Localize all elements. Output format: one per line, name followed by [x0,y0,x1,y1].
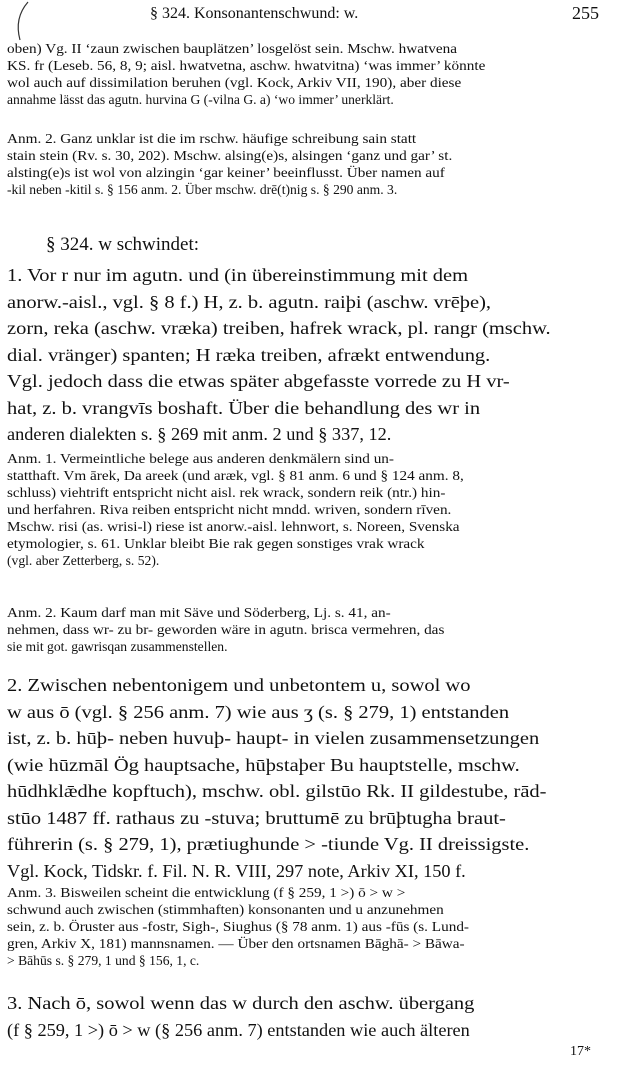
text-line: oben) Vg. II ‘zaun zwischen bauplätzen’ losgelöst sein. Mschw. hwatvena [7,41,457,56]
text-line: gren, Arkiv X, 181) mannsnamen. — Über den ortsnamen Bāghā- > Bāwa- [7,936,465,951]
text-line: Anm. 3. Bisweilen scheint die entwicklung (f § 259, 1 >) ō > w > [7,885,406,900]
text-line: statthaft. Vm ārek, Da areek (und aræk, vgl. § 81 anm. 6 und § 124 anm. 8, [7,468,464,483]
text-line: sein, z. b. Öruster aus -fostr, Sigh-, Siughus (§ 78 anm. 1) aus -fūs (s. Lund- [7,919,469,934]
text-line: führerin (s. § 279, 1), prætiughunde > -tiunde Vg. II dreissigste. [7,834,530,854]
text-line: (vgl. aber Zetterberg, s. 52). [7,553,160,568]
text-line: Mschw. risi (as. wrisi-l) riese ist anorw.-aisl. lehnwort, s. Noreen, Svenska [7,519,460,534]
text-line: Anm. 2. Ganz unklar ist die im rschw. häufige schreibung sain statt [7,131,417,146]
text-line: hat, z. b. vrangvīs boshaft. Über die behandlung des wr in [7,397,481,418]
text-line: sie mit got. gawrisqan zusammenstellen. [7,639,228,654]
text-line: 2. Zwischen nebentonigem und unbetontem u, sowol wo [7,675,471,695]
text-line: Vgl. jedoch dass die etwas später abgefasste vorrede zu H vr- [7,371,510,391]
text-line: Anm. 2. Kaum darf man mit Säve und Söderberg, Lj. s. 41, an- [7,605,391,620]
text-line: KS. fr (Leseb. 56, 8, 9; aisl. hwatvetna, aschw. hwatvitna) ‘was immer’ könnte [7,58,486,73]
text-line: (f § 259, 1 >) ō > w (§ 256 anm. 7) entstanden wie auch älteren [7,1019,470,1040]
text-line: annahme lässt das agutn. hurvina G (-vilna G. a) ‘wo immer’ unerklärt. [7,92,394,107]
text-line: 1. Vor r nur im agutn. und (in übereinstimmung mit dem [7,265,469,285]
text-line: 3. Nach ō, sowol wenn das w durch den aschw. übergang [7,993,475,1013]
text-line: alsting(e)s ist wol von alzingin ‘gar keiner’ beeinflusst. Über namen auf [7,165,445,180]
text-line: schluss) viehtrift entspricht nicht aisl. rek wrack, sondern reik (ntr.) hin- [7,485,446,500]
text-line: zorn, reka (aschw. vræka) treiben, hafrek wrack, pl. rangr (mschw. [7,318,551,338]
text-line: > Bāhūs s. § 279, 1 und § 156, 1, c. [7,953,200,968]
text-line: wol auch auf dissimilation beruhen (vgl. Kock, Arkiv VII, 190), aber diese [7,75,462,90]
text-line: Vgl. Kock, Tidskr. f. Fil. N. R. VIII, 297 note, Arkiv XI, 150 f. [7,860,466,881]
page-number: 255 [572,3,599,23]
text-line: und herfahren. Riva reiben entspricht nicht mndd. wriven, sondern rīven. [7,502,452,517]
text-line: stain stein (Rv. s. 30, 202). Mschw. alsing(e)s, alsingen ‘ganz und gar’ st. [7,148,453,163]
header-title: § 324. Konsonantenschwund: w. [150,5,359,22]
text-line: w aus ō (vgl. § 256 anm. 7) wie aus ʒ (s. § 279, 1) entstanden [7,701,510,722]
text-line: nehmen, dass wr- zu br- geworden wäre in agutn. brisca vermehren, das [7,622,445,637]
section-heading: § 324. w schwindet: [46,234,200,255]
text-line: -kil neben -kitil s. § 156 anm. 2. Über mschw. drē(t)nig s. § 290 anm. 3. [7,182,398,197]
text-line: stūo 1487 ff. rathaus zu -stuva; bruttumē zu brūþtugha braut- [7,807,506,828]
running-header [0,3,621,25]
text-line: dial. vränger) spanten; H ræka treiben, afrækt entwendung. [7,344,491,365]
text-line: schwund auch zwischen (stimmhaften) konsonanten und u anzunehmen [7,902,444,917]
text-line: etymologier, s. 61. Unklar bleibt Bie rak gegen sonstiges vrak wrack [7,536,425,551]
text-line: (wie hūzmāl Ög hauptsache, hūþstaþer Bu hauptstelle, mschw. [7,754,520,775]
text-line: anderen dialekten s. § 269 mit anm. 2 und § 337, 12. [7,424,392,444]
text-line: ist, z. b. hūþ- neben huvuþ- haupt- in vielen zusammensetzungen [7,728,540,748]
text-line: hūdhklǣdhe kopftuch), mschw. obl. gilstūo Rk. II gildestube, rād- [7,781,547,801]
signature-mark: 17* [570,1044,591,1059]
text-line: Anm. 1. Vermeintliche belege aus anderen denkmälern sind un- [7,451,394,466]
text-line: anorw.-aisl., vgl. § 8 f.) H, z. b. agutn. raiþi (aschw. vrēþe), [7,291,492,312]
